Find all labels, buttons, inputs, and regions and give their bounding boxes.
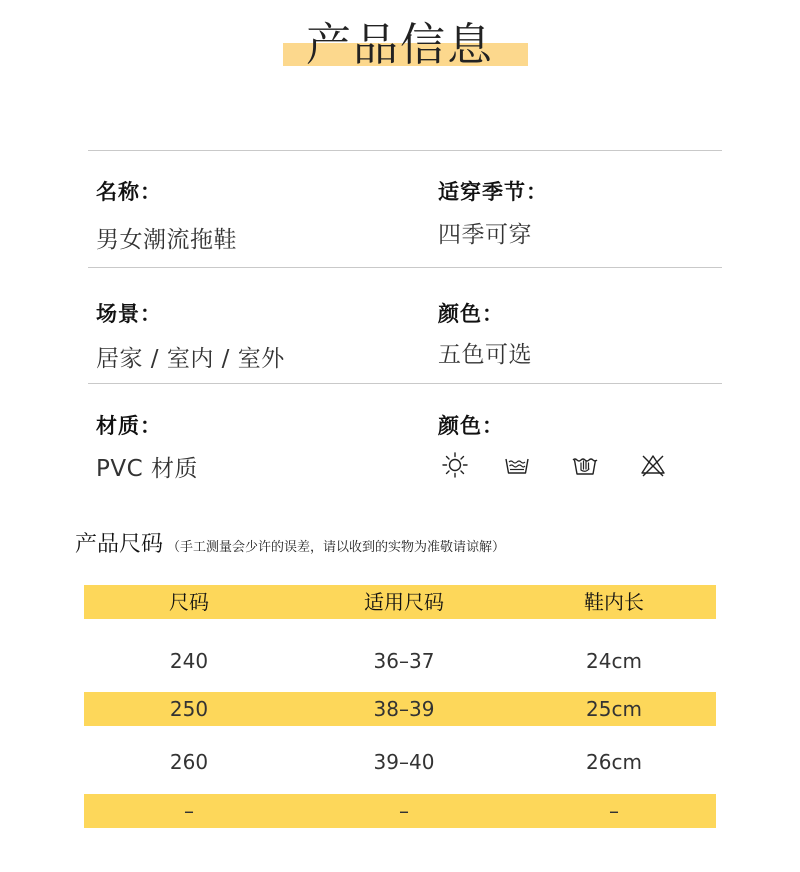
care-label: 颜色： (438, 414, 504, 438)
size-title: 产品尺码 (75, 532, 164, 557)
sun-dry-icon (441, 451, 469, 479)
table-row (84, 794, 716, 828)
do-not-bleach-icon (639, 451, 667, 479)
cell-fit-size: 38–39 (373, 697, 435, 721)
cell-size: 240 (169, 649, 209, 673)
cell-size: 250 (169, 697, 209, 721)
cell-insole-length: – (609, 799, 619, 823)
scene-label: 场景： (96, 302, 162, 326)
hand-wash-icon (503, 451, 531, 479)
cell-size: – (184, 799, 194, 823)
color-label: 颜色： (438, 302, 504, 326)
material-value: PVC 材质 (96, 456, 198, 482)
table-row (84, 692, 716, 726)
divider (88, 383, 722, 384)
name-label: 名称： (96, 180, 162, 204)
divider (88, 150, 722, 151)
name-value: 男女潮流拖鞋 (96, 227, 237, 253)
header-fit-size: 适用尺码 (364, 590, 444, 614)
material-label: 材质： (96, 414, 162, 438)
cell-fit-size: – (399, 799, 409, 823)
season-label: 适穿季节： (438, 180, 548, 204)
cell-size: 260 (169, 750, 209, 774)
care-icons (441, 451, 671, 481)
size-note: （手工测量会少许的误差，请以收到的实物为准敬请谅解） (167, 540, 506, 555)
table-header-row (84, 585, 716, 619)
header-insole-length: 鞋内长 (584, 590, 644, 614)
cell-fit-size: 36–37 (373, 649, 435, 673)
color-value: 五色可选 (438, 342, 532, 368)
cell-insole-length: 25cm (586, 697, 642, 721)
header-size: 尺码 (169, 590, 209, 614)
machine-wash-icon (571, 451, 599, 479)
scene-value: 居家 / 室内 / 室外 (96, 346, 285, 372)
season-value: 四季可穿 (438, 222, 532, 248)
cell-insole-length: 24cm (586, 649, 642, 673)
divider (88, 267, 722, 268)
table-row (84, 644, 716, 678)
size-section-title (75, 527, 505, 558)
page-title: 产品信息 (305, 18, 494, 71)
cell-insole-length: 26cm (586, 750, 642, 774)
cell-fit-size: 39–40 (373, 750, 435, 774)
table-row (84, 745, 716, 779)
